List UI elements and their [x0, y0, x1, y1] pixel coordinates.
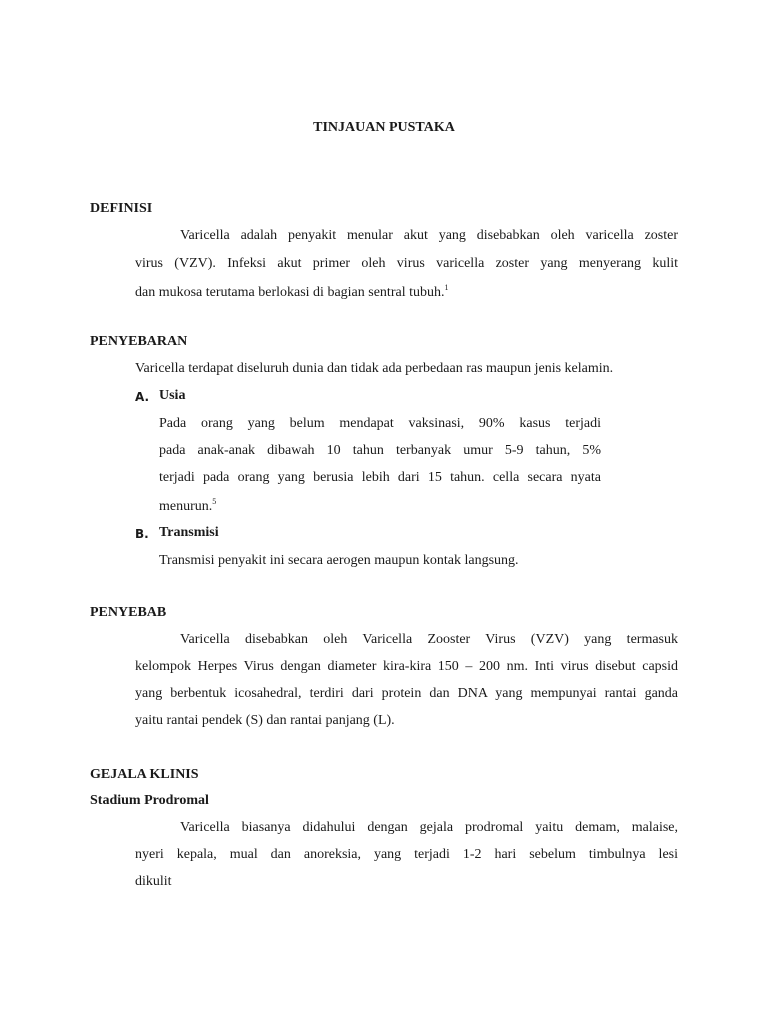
penyebab-line-3: yang berbentuk icosahedral, terdiri dari protein dan DNA yang mempunyai rantai ganda [135, 686, 678, 701]
section-heading-penyebab: PENYEBAB [90, 605, 167, 620]
subheading-stadium-prodromal: Stadium Prodromal [90, 793, 209, 808]
subsection-marker-b: B. [135, 527, 149, 541]
section-heading-gejala-klinis: GEJALA KLINIS [90, 767, 199, 782]
gejala-line-2: nyeri kepala, mual dan anoreksia, yang terjadi 1-2 hari sebelum timbulnya lesi [135, 847, 678, 862]
usia-footnote-ref: 5 [212, 497, 217, 506]
definisi-footnote-ref: 1 [444, 283, 449, 292]
gejala-line-1: Varicella biasanya didahului dengan gejala prodromal yaitu demam, malaise, [180, 820, 678, 835]
section-heading-penyebaran: PENYEBARAN [90, 334, 188, 349]
subsection-title-usia: Usia [159, 388, 186, 403]
penyebab-line-4: yaitu rantai pendek (S) dan rantai panjang (L). [135, 713, 395, 728]
subsection-marker-a: A. [135, 390, 150, 404]
usia-line-3: terjadi pada orang yang berusia lebih dari 15 tahun. cella secara nyata [159, 470, 601, 485]
definisi-line-3: dan mukosa terutama berlokasi di bagian sentral tubuh.$^1$ [135, 283, 449, 300]
definisi-line-1: Varicella adalah penyakit menular akut yang disebabkan oleh varicella zoster [180, 228, 678, 243]
penyebab-line-2: kelompok Herpes Virus dengan diameter kira-kira 150 – 200 nm. Inti virus disebut capsid [135, 659, 678, 674]
penyebab-line-1: Varicella disebabkan oleh Varicella Zooster Virus (VZV) yang termasuk [180, 632, 678, 647]
gejala-line-3: dikulit [135, 874, 172, 889]
usia-line-2: pada anak-anak dibawah 10 tahun terbanyak umur 5-9 tahun, 5% [159, 443, 601, 458]
usia-line-1: Pada orang yang belum mendapat vaksinasi, 90% kasus terjadi [159, 416, 601, 431]
section-heading-definisi: DEFINISI [90, 201, 153, 216]
transmisi-text: Transmisi penyakit ini secara aerogen maupun kontak langsung. [159, 553, 519, 568]
penyebaran-intro: Varicella terdapat diseluruh dunia dan tidak ada perbedaan ras maupun jenis kelamin. [135, 361, 614, 376]
subsection-title-transmisi: Transmisi [159, 525, 219, 540]
usia-line-4: menurun.$^5$ [159, 497, 217, 514]
definisi-line-2: virus (VZV). Infeksi akut primer oleh virus varicella zoster yang menyerang kulit [135, 256, 678, 271]
page-title: TINJAUAN PUSTAKA [313, 120, 455, 135]
